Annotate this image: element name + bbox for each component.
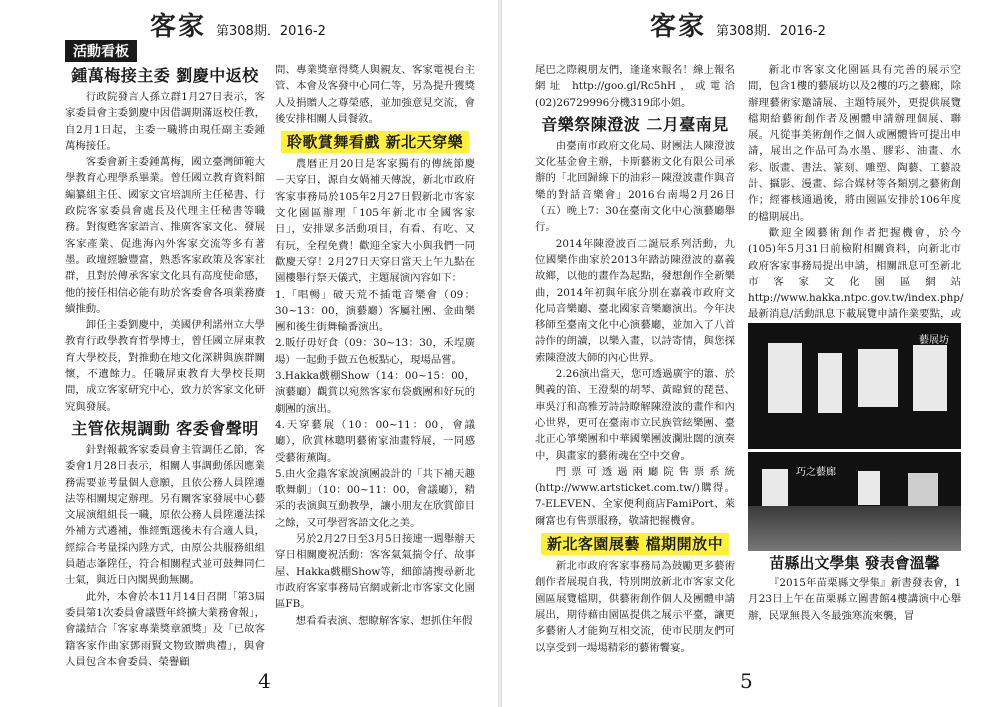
- article-headline: 音樂祭陳澄波 二月臺南見: [541, 114, 729, 134]
- article-headline: 主管依規調動 客委會聲明: [71, 418, 259, 438]
- page-number: 5: [740, 669, 753, 693]
- article-headline: 苗縣出文學集 發表會溫馨: [769, 554, 940, 572]
- list-item: 2.販仔毋好食（09：30~13：30，禾埕廣場）一起動手做五色板點心，現場品嘗。: [275, 337, 475, 366]
- highlighted-headline: 新北客園展藝 檔期開放中: [541, 533, 729, 555]
- list-item: 1.「唱暢」破天荒不插電音樂會（09：30~13：00，演藝廳）客屬社團、金曲樂團和後生街舞輪番演出。: [275, 288, 475, 334]
- highlighted-headline: 聆歌賞舞看戲 新北天穿樂: [281, 131, 469, 153]
- list-item: 3.Hakka戲棚Show（14：00~15：00，演藝廳）觀賞以宛然客家布袋戲團和好玩的劇團的演出。: [275, 370, 475, 415]
- paragraph: 問、專業獎章得獎人與親友、客家電視台主管、本會及客發中心同仁等，另為提升獲獎人及捐贈人之尊榮感，並加強意見交流，會後安排相關人員餐敘。: [275, 64, 475, 125]
- paragraph: 此外，本會於本11月14日召開「第3屆委員第1次委員會議暨年終擴大業務會報」，會議結合「客家專業獎章頒獎」及「已故客籍客家作曲家鄧雨賢文物致贈典禮」，與會人員包含本會委員、榮譽顧: [65, 590, 265, 668]
- photo-label: 藝展坊: [919, 335, 949, 346]
- right-masthead: [650, 6, 826, 40]
- left-column-2: [275, 62, 475, 652]
- artwork: [768, 343, 802, 413]
- paragraph: 『2015年苗栗縣文學集』新書發表會，1月23日上午在苗栗縣立圖書館4樓講演中心舉辦，民眾無畏入冬最強寒流來襲，冒: [748, 577, 961, 622]
- event-list: [275, 287, 475, 531]
- artwork: [913, 345, 947, 411]
- paragraph: 2.26演出當天，您可透過廣宇的簫、於興義的笛、王澄梨的胡琴、黃暐貿的琵琶、車吳汀和高雅芳詩詩瞭解陳澄波的畫作和內心世界，更可在臺南市立民族管絃樂團、臺北正心箏樂團和中華國樂團波瀾壯闊的演奏中，與畫家的藝術魂在空中交會。: [535, 368, 735, 462]
- section-badge: 活動看板: [65, 40, 137, 62]
- list-item: 5.由火金蟲客家說演團設計的「共下補天趣歌舞劇」（10：00~11：00，會議廳），精采的表演與互動教學，讓小朋友在欣賞節目之餘，又可學習客語文化之美。: [275, 467, 475, 529]
- right-column-2-lower: [748, 575, 961, 635]
- paragraph: 新北市政府客家事務局為鼓勵更多藝術創作者展現自我，特別開放新北市客家文化園區展覽檔期，供藝術創作個人及團體申請展出，期待藉由園區提供之展示平臺，讓更多藝術人才能夠互相交流，使市民朋友們可以享受到一場場精彩的藝術饗宴。: [535, 560, 735, 654]
- issue-number: 第308期．2016-2: [216, 24, 326, 39]
- issue-number: 第308期．2016-2: [716, 24, 826, 39]
- paragraph: 歡迎全國藝術創作者把握機會，於今(105)年5月31日前檢附相關資料，向新北市政府客家事務局提出申請，相關訊息可至新北市客家文化園區網站http://www.hakka.ntpc.gov.tw/index.php/最新消息/活動訊息下載展覽申請作業要點，或: [748, 226, 964, 321]
- right-page: [500, 0, 1000, 707]
- paragraph: 2014年陳澄波百二誕辰系列活動，九位國樂作曲家於2013年踏訪陳澄波的嘉義故鄉，以他的畫作為起點，發想創作全新樂曲，2014年初與年底分別在嘉義市政府文化局音樂廳、臺北國家音樂廳演出。今年決移師至臺南文化中心演藝廳，並加入了八首詩作的朗讀，以樂入畫，以詩寄情，與您探索陳澄波大師的內心世界。: [535, 237, 735, 364]
- artwork: [858, 349, 898, 407]
- paragraph: 農曆正月20日是客家獨有的傳統節慶－天穿日，源自女媧補天傳說，新北市政府客家事務局於105年2月27日假新北市客家文化園區辦理「105年新北市全國客家日」，安排眾多活動項目，有看、有吃、又有玩，全程免費！歡迎全家大小與我們一同歡慶天穿！2月27日天穿日當天上午九點在園樓舉行祭天儀式，主題展演內容如下：: [275, 158, 475, 285]
- paragraph: 針對報載客家委員會主管調任乙節，客委會1月28日表示，相關人事調動係因應業務需要並考量個人意願，且依公務人員陞遷法等相關規定辦理。另有關客家發展中心藝文展演組組長一職，原依公務人員陞遷法採外補方式遴補，惟經甄選後未有合適人員，經綜合考量採內陞方式，由原公共服務組組員趙志峯陞任，符合相關程式並可鼓舞同仁士氣，與近日內閣異動無關。: [65, 443, 265, 587]
- list-item: 4.天穿藝展（10：00~11：00，會議廳），欣賞林聰明藝術家油畫特展，一同感受藝術薰陶。: [275, 418, 475, 464]
- paragraph: 卸任主委劉慶中，美國伊利諾州立大學教育行政學教育哲學博士，曾任國立屏東教育大學校長，對推動在地文化深耕與族群關懷，不遺餘力。任職屏東教育大學校長期間，成立客家研究中心，致力於客家文化研究與發展。: [65, 319, 265, 413]
- page-number: 4: [258, 669, 271, 693]
- article-headline: 鍾萬梅接主委 劉慶中返校: [71, 66, 259, 85]
- artwork: [762, 469, 788, 509]
- left-masthead: [150, 6, 326, 40]
- right-column-1: [535, 62, 735, 652]
- gallery-floor: [748, 506, 961, 551]
- paragraph: 新北市客家文化園區具有完善的展示空間，包含1樓的藝展坊以及2樓的巧之藝廊，除辦理藝術家邀請展、主題特展外，更提供展覽檔期給藝術創作者及團體申請辦理個展、聯展。凡從事美術創作之個人或團體皆可提出申請，展出之作品可為水墨、膠彩、油畫、水彩、版畫、書法、篆刻、雕塑、陶藝、工藝設計、攝影、漫畫、綜合媒材等各類別之藝術創作；經審核通過後，將由園區安排於106年度的檔期展出。: [748, 64, 961, 223]
- magazine-logo: 客家: [650, 12, 707, 42]
- right-column-2: [748, 62, 964, 321]
- left-column-1: [65, 62, 265, 668]
- paragraph: 想看看表演、想瞭解客家、想抓住年假: [295, 614, 473, 627]
- photo-label: 巧之藝廊: [796, 467, 836, 478]
- photo-divider: [748, 449, 961, 452]
- artwork: [818, 353, 842, 413]
- artwork: [858, 471, 880, 505]
- paragraph: 行政院發言人孫立群1月27日表示，客家委員會主委劉慶中因借調期滿返校任教，自2月1日起，主委一職將由現任副主委鍾萬梅接任。: [65, 91, 265, 152]
- paragraph: 門票可透過兩廳院售票系統(http://www.artsticket.com.tw/)購得。7-ELEVEN、全家便利商店FamiPort、萊爾富也有售票服務，敬請把握機會。: [535, 465, 735, 527]
- magazine-logo: 客家: [150, 12, 207, 42]
- display-stand: [908, 473, 938, 509]
- paragraph: 由臺南市政府文化局、財團法人陳澄波文化基金會主辦，卡斯藝術文化有限公司承辦的「北回歸線下的油彩－陳澄波畫作與音樂的對話音樂會」2016台南場2月26日（五）晚上7：30在臺南文化中心演藝廳舉行。: [535, 139, 735, 234]
- paragraph: 客委會新主委鍾萬梅，國立臺灣師範大學教育心理學系畢業。曾任國立教育資料館編纂組主任、國家文官培訓所主任秘書、行政院客家委員會處長及代理主任秘書等職務。對復甦客家語言、推廣客家文化、發展客家產業、促進海內外客家交流等多有著墨。政壇經驗豐富，熟悉客家政策及客家社群，且對於傳承客家文化具有高度使命感，他的接任相信必能有助於客委會各項業務賡續推動。: [65, 156, 265, 315]
- gallery-photo: [748, 323, 961, 551]
- paragraph: 另於2月27日至3月5日接連一週舉辦天穿日相關慶祝活動：客客氣氣揣令仔、故事屋、Hakka戲棚Show等，細節請搜尋新北市政府客家事務局官網或新北市客家文化園區FB。: [275, 533, 475, 611]
- paragraph: 尾巴之際親朋友們，逢逢來報名！線上報名網址 http://goo.gl/Rc5hH，或電洽(02)26729996分機319邱小姐。: [535, 64, 735, 109]
